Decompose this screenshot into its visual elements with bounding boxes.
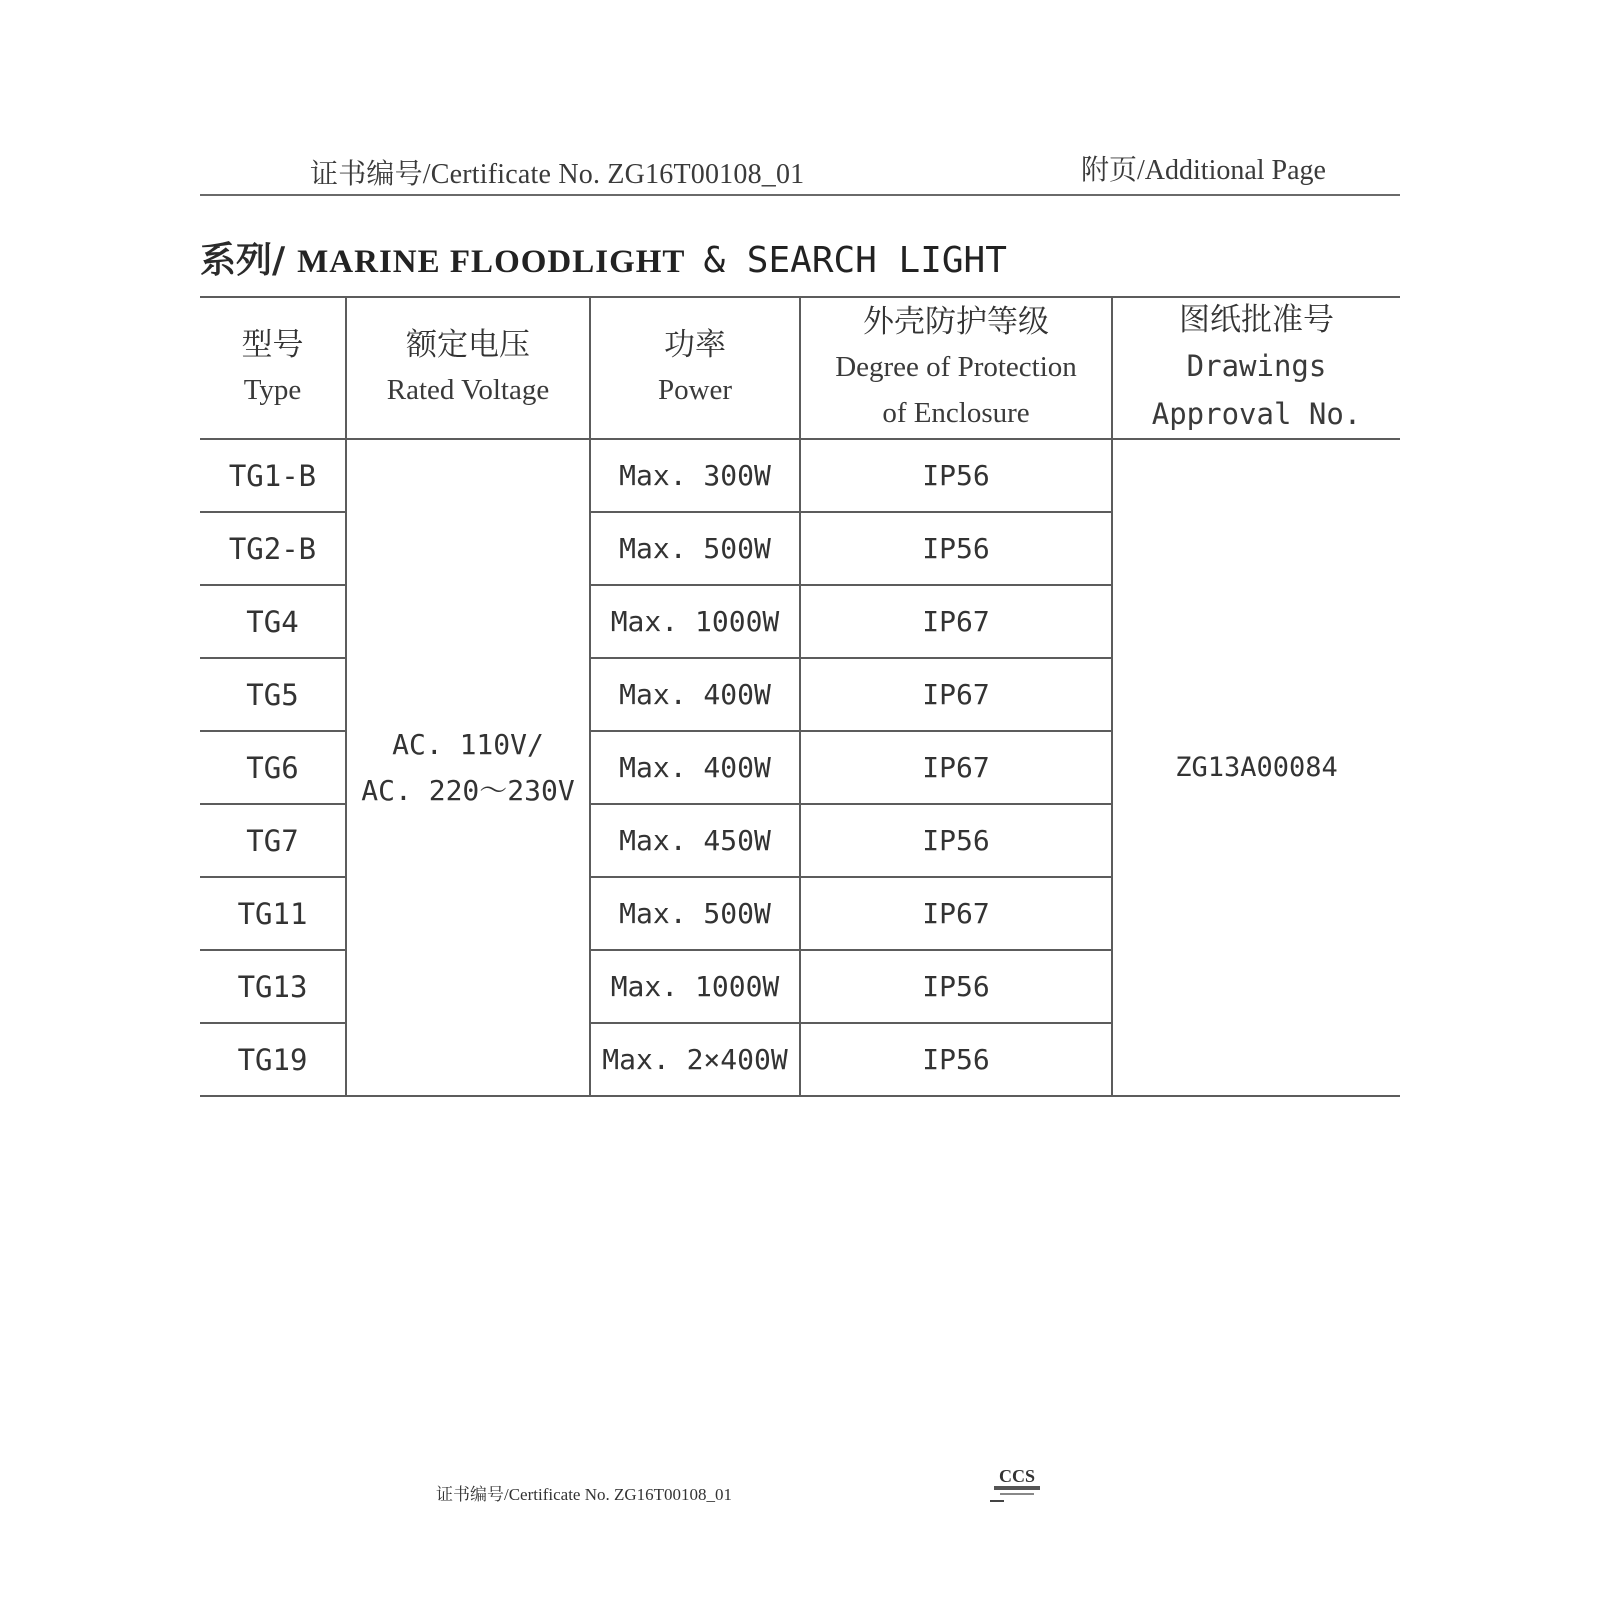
protection-column-header: 外壳防护等级 Degree of Protection of Enclosure (800, 297, 1112, 439)
protection-cell: IP56 (800, 512, 1112, 585)
ccs-logo-icon (990, 1464, 1044, 1504)
power-cell: Max. 400W (590, 731, 800, 804)
voltage-line: AC. 220～230V (361, 773, 575, 807)
voltage-line: AC. 110V/ (392, 727, 544, 761)
protection-cell: IP67 (800, 877, 1112, 950)
power-cell: Max. 300W (590, 439, 800, 512)
power-column-header: 功率 Power (590, 297, 800, 439)
power-cell: Max. 2×400W (590, 1023, 800, 1096)
power-cell: Max. 400W (590, 658, 800, 731)
type-cell: TG7 (200, 804, 346, 877)
certificate-number: 证书编号/Certificate No. ZG16T00108_01 (310, 159, 805, 190)
power-cell: Max. 1000W (590, 585, 800, 658)
protection-cell: IP56 (800, 804, 1112, 877)
protection-cell: IP67 (800, 658, 1112, 731)
certificate-header (200, 148, 1400, 196)
type-cell: TG2-B (200, 512, 346, 585)
type-cell: TG4 (200, 585, 346, 658)
approval-column-header: 图纸批准号 Drawings Approval No. (1112, 297, 1400, 439)
type-cell: TG13 (200, 950, 346, 1023)
type-cell: TG5 (200, 658, 346, 731)
table-header-row (200, 297, 1400, 439)
rated-voltage-cell (346, 439, 590, 1096)
power-cell: Max. 500W (590, 877, 800, 950)
product-series-title (200, 232, 1007, 283)
product-spec-table (200, 296, 1400, 1097)
type-cell: TG19 (200, 1023, 346, 1096)
approval-number-cell: ZG13A00084 (1112, 439, 1400, 1096)
footer-certificate-number: 证书编号/Certificate No. ZG16T00108_01 (436, 1485, 733, 1504)
table-row (200, 439, 1400, 512)
additional-page-label: 附页/Additional Page (1081, 155, 1326, 186)
protection-cell: IP56 (800, 950, 1112, 1023)
power-cell: Max. 500W (590, 512, 800, 585)
voltage-column-header: 额定电压 Rated Voltage (346, 297, 590, 439)
series-title-floodlight: MARINE FLOODLIGHT (297, 244, 686, 280)
protection-cell: IP56 (800, 1023, 1112, 1096)
protection-cell: IP67 (800, 585, 1112, 658)
type-cell: TG1-B (200, 439, 346, 512)
protection-cell: IP56 (800, 439, 1112, 512)
type-cell: TG11 (200, 877, 346, 950)
series-title-zh: 系列/ (200, 240, 286, 281)
type-cell: TG6 (200, 731, 346, 804)
ccs-logo-text: CCS (998, 1466, 1036, 1486)
protection-cell: IP67 (800, 731, 1112, 804)
type-column-header: 型号 Type (200, 297, 346, 439)
power-cell: Max. 450W (590, 804, 800, 877)
power-cell: Max. 1000W (590, 950, 800, 1023)
series-title-searchlight: & SEARCH LIGHT (703, 240, 1007, 281)
